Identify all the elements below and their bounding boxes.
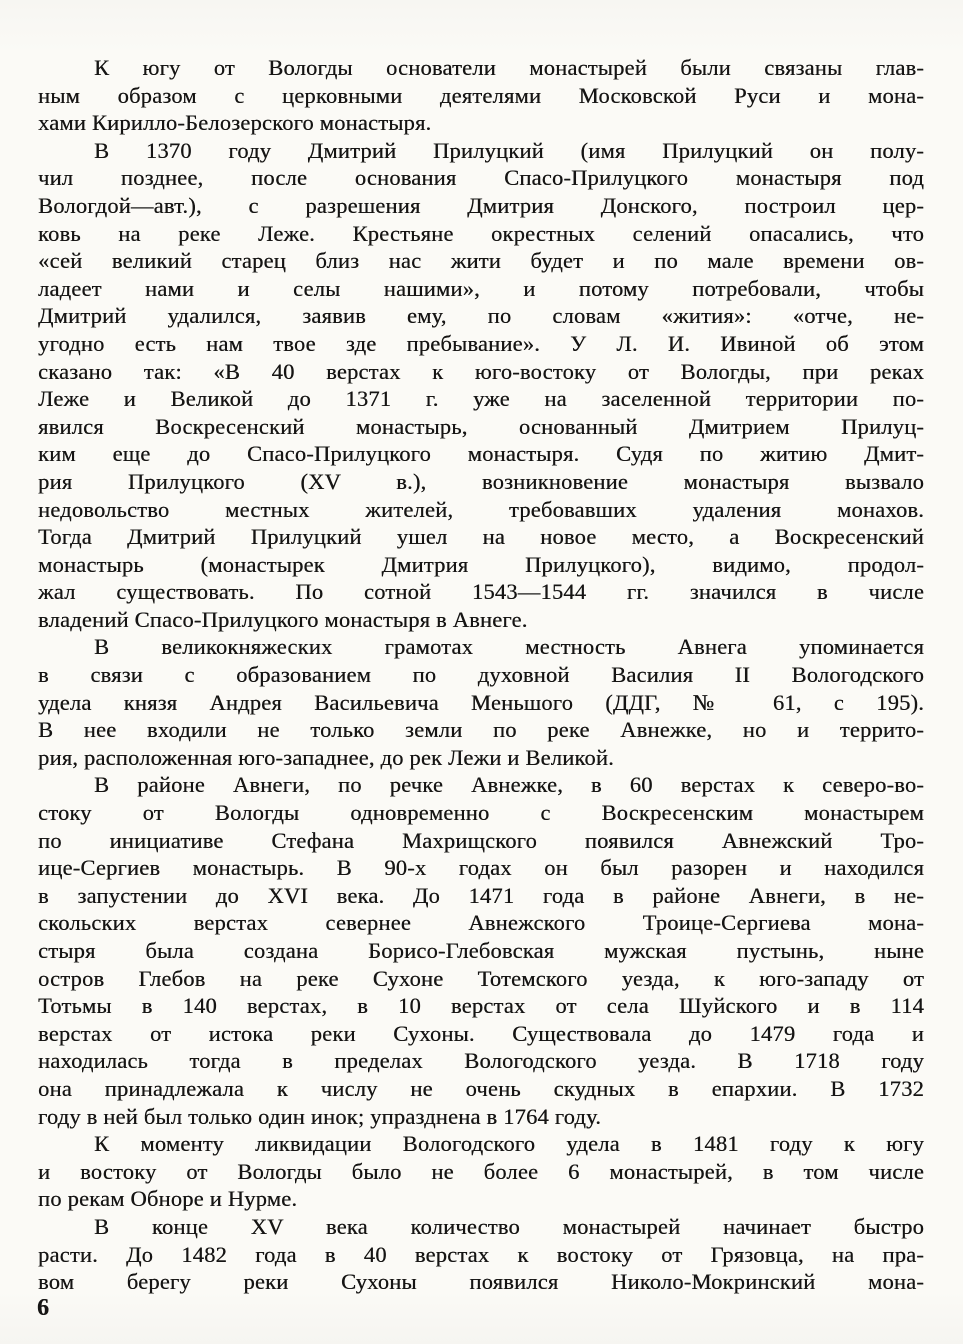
paragraph	[38, 137, 924, 634]
text-line: чил позднее, после основания Спасо-Прилуцкого монастыря под	[38, 165, 924, 191]
text-line: ице-Сергиев монастырь. В 90-х годах он был разорен и находился	[38, 855, 924, 881]
text-line: ным образом с церковными деятелями Московской Руси и мона-	[38, 82, 924, 108]
text-line: она принадлежала к числу не очень скудных в епархии. В 1732	[38, 1075, 924, 1101]
page-text-block	[38, 54, 924, 1296]
text-line: вом берегу реки Сухоны появился Николо-Мокринский мона-	[38, 1269, 924, 1295]
text-line: Тогда Дмитрий Прилуцкий ушел на новое место, а Воскресенский	[38, 524, 924, 550]
paragraph	[38, 54, 924, 137]
text-line: расти. До 1482 года в 40 верстах к востоку от Грязовца, на пра-	[38, 1241, 924, 1267]
text-line: ковь на реке Леже. Крестьяне окрестных селений опасались, что	[38, 220, 924, 246]
text-line: ким еще до Спасо-Прилуцкого монастыря. Судя по житию Дмит-	[38, 441, 924, 467]
text-line: жал существовать. По сотной 1543—1544 гг. значился в числе	[38, 579, 924, 605]
text-line: явился Воскресенский монастырь, основанный Дмитрием Прилуц-	[38, 413, 924, 439]
text-line: К моменту ликвидации Вологодского удела в 1481 году к югу	[94, 1131, 924, 1157]
paragraph	[38, 771, 924, 1130]
text-line: скольских верстах севернее Авнежского Троице-Сергиева мона-	[38, 910, 924, 936]
paragraph	[38, 633, 924, 771]
text-line: стыря была создана Борисо-Глебовская мужская пустынь, ныне	[38, 938, 924, 963]
text-line: В конце XV века количество монастырей начинает быстро	[94, 1213, 924, 1239]
text-line: и востоку от Вологды было не более 6 монастырей, в том числе	[38, 1158, 924, 1184]
text-line: К югу от Вологды основатели монастырей были связаны глав-	[94, 55, 924, 80]
text-line: Тотьмы в 140 верстах, в 10 верстах от села Шуйского и в 114	[38, 993, 924, 1019]
text-line: «сей великий старец близ нас жити будет и по мале времени ов-	[38, 248, 924, 274]
text-line: по рекам Обноре и Нурме.	[38, 1186, 298, 1212]
page-number: 6	[37, 1295, 49, 1321]
text-line: владений Спасо-Прилуцкого монастыря в Авнеге.	[38, 606, 528, 632]
text-line: сказано так: «В 40 верстах к юго-востоку от Вологды, при реках	[38, 358, 924, 384]
text-line: находилась тогда в пределах Вологодского уезда. В 1718 году	[38, 1048, 924, 1074]
text-line: В районе Авнеги, по речке Авнежке, в 60 верстах к северо-во-	[94, 772, 924, 798]
text-line: монастырь (монастырек Дмитрия Прилуцкого), видимо, продол-	[38, 551, 924, 577]
text-line: рия Прилуцкого (XV в.), возникновение монастыря вызвало	[38, 468, 924, 494]
text-line: в связи с образованием по духовной Василия II Вологодского	[38, 662, 924, 688]
text-line: по инициативе Стефана Махрищского появился Авнежский Тро-	[38, 827, 924, 853]
text-line: В 1370 году Дмитрий Прилуцкий (имя Прилуцкий он полу-	[94, 137, 924, 163]
text-line: удела князя Андрея Васильевича Меньшого (ДДГ, № 61, с 195).	[38, 689, 924, 715]
text-line: остров Глебов на реке Сухоне Тотемского уезда, к юго-западу от	[38, 965, 924, 991]
paragraph	[38, 1213, 924, 1296]
text-line: В великокняжеских грамотах местность Авнега упоминается	[94, 634, 924, 660]
text-line: угодно есть нам твое зде пребывание». У Л. И. Ивиной об этом	[38, 330, 924, 356]
text-line: хами Кирилло-Белозерского монастыря.	[38, 110, 432, 136]
text-line: году в ней был только один инок; упразднена в 1764 году.	[38, 1103, 602, 1129]
paragraph	[38, 1130, 924, 1213]
text-line: верстах от истока реки Сухоны. Существовала до 1479 года и	[38, 1020, 924, 1046]
text-line: В нее входили не только земли по реке Авнежке, но и террито-	[38, 717, 924, 743]
text-line: стоку от Вологды одновременно с Воскресенским монастырем	[38, 800, 924, 826]
text-line: рия, расположенная юго-западнее, до рек Лежи и Великой.	[38, 744, 614, 770]
text-line: недовольство местных жителей, требовавших удаления монахов.	[38, 496, 924, 522]
text-line: Леже и Великой до 1371 г. уже на заселенной территории по-	[38, 386, 924, 412]
text-line: Вологдой—авт.), с разрешения Дмитрия Донского, построил цер-	[38, 192, 924, 218]
text-line: ладеет нами и селы нашими», и потому потребовали, чтобы	[38, 275, 924, 301]
text-line: в запустении до XVI века. До 1471 года в районе Авнеги, в не-	[38, 882, 924, 908]
text-line: Дмитрий удалился, заявив ему, по словам «жития»: «отче, не-	[38, 303, 924, 329]
